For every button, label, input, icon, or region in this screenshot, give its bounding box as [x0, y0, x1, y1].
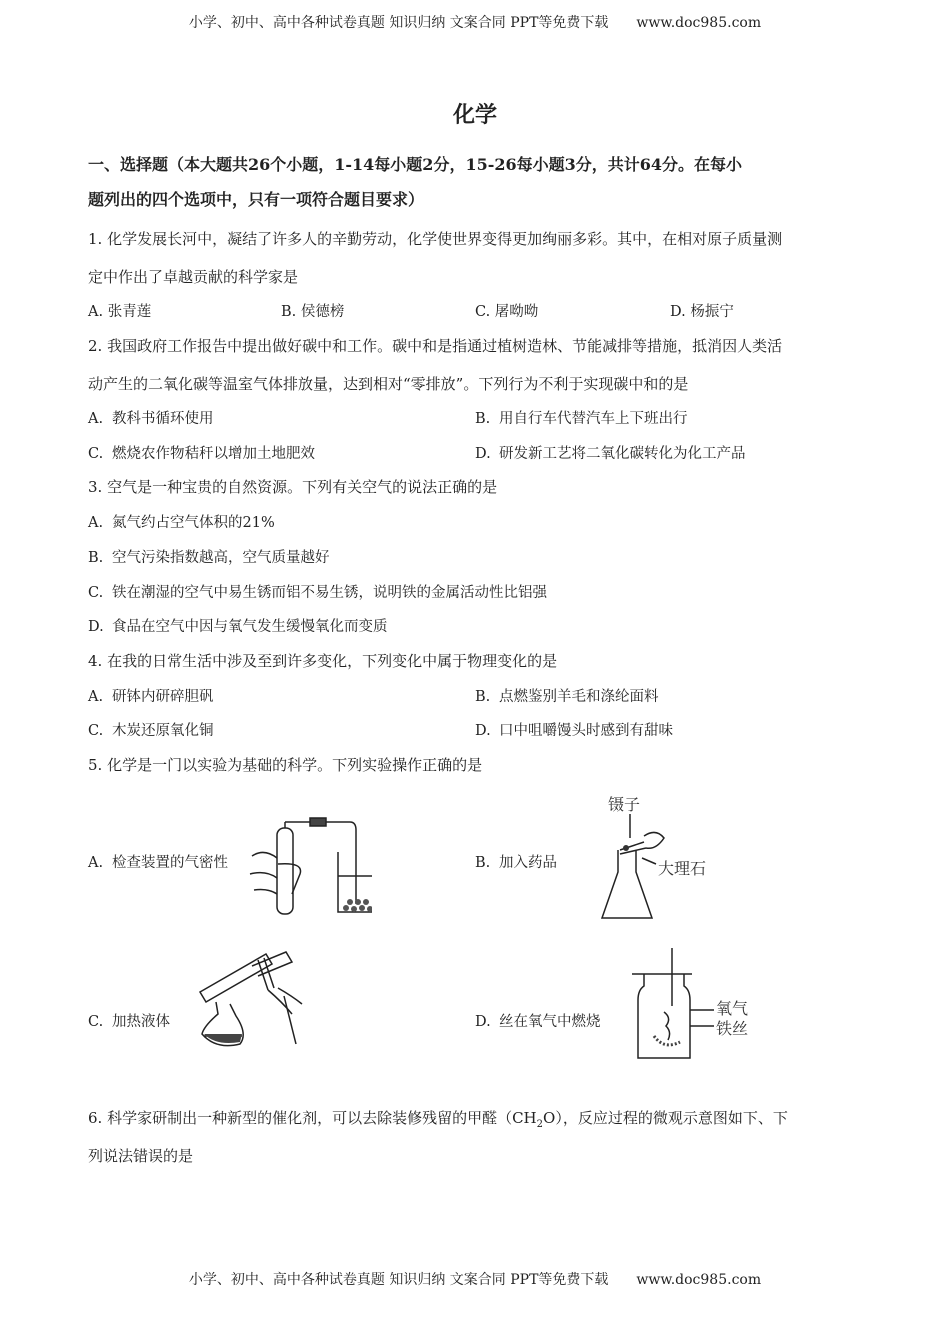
- figure-airtightness: [244, 808, 372, 920]
- q2-stem-1: 2. 我国政府工作报告中提出做好碳中和工作。碳中和是指通过植树造林、节能减排等措施，抵消因人类活: [88, 337, 783, 355]
- q6-stem-1: 6. 科学家研制出一种新型的催化剂，可以去除装修残留的甲醛$(CH_2O)$，反应过程的微观示意图如下、下: [88, 1109, 788, 1130]
- section-line-1: 一、选择题（本大题共26个小题，1-14每小题2分，15-26每小题3分，共计64分。在每小: [88, 155, 743, 174]
- q2-option-a: A. 教科书循环使用: [88, 411, 214, 427]
- page-footer: [0, 1269, 950, 1289]
- q1-option-b: B. 侯德榜: [281, 304, 345, 320]
- footer-text: 小学、初中、高中各种试卷真题 知识归纳 文案合同 PPT等免费下载: [188, 1272, 609, 1288]
- q1-option-c: C. 屠呦呦: [475, 304, 539, 320]
- q5-stem: 5. 化学是一门以实验为基础的科学。下列实验操作正确的是: [88, 756, 483, 774]
- section-heading: [88, 147, 868, 217]
- figure-heat-liquid: [196, 950, 324, 1052]
- q4-option-b: B. 点燃鉴别羊毛和涤纶面料: [475, 689, 659, 705]
- q4-option-d: D. 口中咀嚼馒头时感到有甜味: [475, 723, 673, 739]
- q4-option-c: C. 木炭还原氧化铜: [88, 723, 214, 739]
- label-tweezers: 镊子: [608, 795, 641, 814]
- label-marble: 大理石: [658, 859, 707, 878]
- figure-add-reagent: [596, 792, 734, 924]
- q3-option-d: D. 食品在空气中因与氧气发生缓慢氧化而变质: [88, 619, 388, 635]
- page-header: [0, 12, 950, 32]
- q3-option-a: A. 氮气约占空气体积的21%: [88, 515, 275, 531]
- q2-option-d: D. 研发新工艺将二氧化碳转化为化工产品: [475, 446, 746, 462]
- q3-option-c: C. 铁在潮湿的空气中易生锈而铝不易生锈，说明铁的金属活动性比铝强: [88, 585, 547, 601]
- q1-stem-1: 1. 化学发展长河中，凝结了许多人的辛勤劳动，化学使世界变得更加绚丽多彩。其中，在相对原子质量测: [88, 230, 783, 248]
- q1-option-a: A. 张青莲: [88, 304, 152, 320]
- q4-option-a: A. 研钵内研碎胆矾: [88, 689, 214, 705]
- q5-option-d: D. 丝在氧气中燃烧: [475, 1014, 601, 1030]
- figure-burn-oxygen: [624, 946, 764, 1064]
- q1-stem-2: 定中作出了卓越贡献的科学家是: [88, 268, 299, 286]
- q4-stem: 4. 在我的日常生活中涉及至到许多变化，下列变化中属于物理变化的是: [88, 652, 558, 670]
- q3-option-b: B. 空气污染指数越高，空气质量越好: [88, 550, 330, 566]
- q2-option-b: B. 用自行车代替汽车上下班出行: [475, 411, 688, 427]
- page-title: 化学: [452, 102, 497, 128]
- q5-option-c: C. 加热液体: [88, 1014, 170, 1030]
- q3-stem: 3. 空气是一种宝贵的自然资源。下列有关空气的说法正确的是: [88, 478, 498, 496]
- q5-option-b: B. 加入药品: [475, 855, 557, 871]
- q1-option-d: D. 杨振宁: [670, 304, 734, 320]
- header-site[interactable]: www.doc985.com: [636, 15, 762, 31]
- q2-option-c: C. 燃烧农作物秸秆以增加土地肥效: [88, 446, 315, 462]
- label-oxygen: 氧气: [716, 999, 749, 1018]
- label-iron-wire: 铁丝: [716, 1019, 749, 1038]
- footer-site[interactable]: www.doc985.com: [636, 1272, 762, 1288]
- section-line-2: 题列出的四个选项中，只有一项符合题目要求）: [88, 190, 425, 209]
- q5-option-a: A. 检查装置的气密性: [88, 855, 228, 871]
- header-text: 小学、初中、高中各种试卷真题 知识归纳 文案合同 PPT等免费下载: [188, 15, 609, 31]
- q6-stem-2: 列说法错误的是: [88, 1147, 194, 1165]
- q2-stem-2: 动产生的二氧化碳等温室气体排放量，达到相对“零排放”。下列行为不利于实现碳中和的是: [88, 375, 689, 393]
